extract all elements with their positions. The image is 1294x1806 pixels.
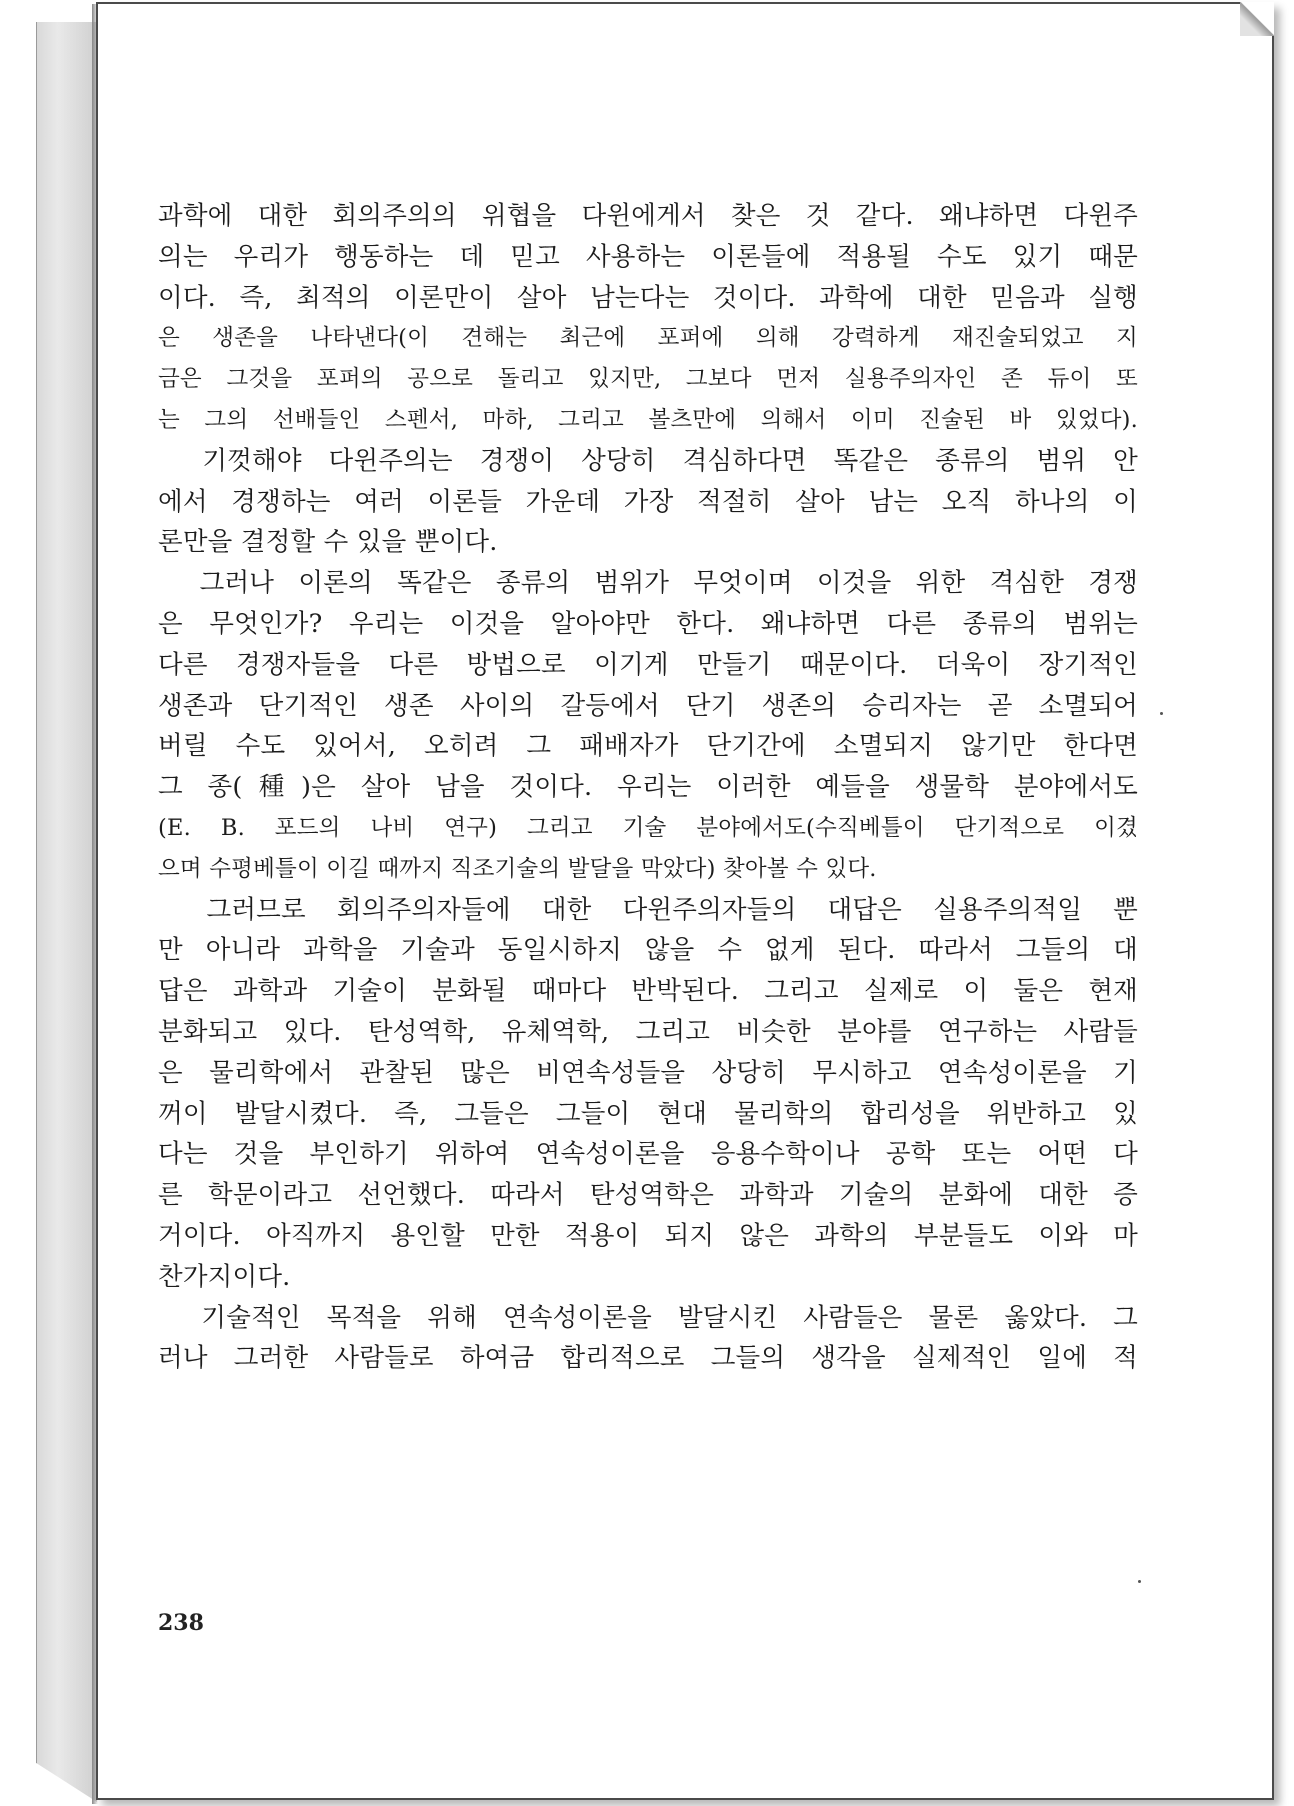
text-line: 버릴 수도 있어서, 오히려 그 패배자가 단기간에 소멸되지 않기만 한다면 — [158, 731, 1138, 762]
scan-speck — [1160, 712, 1163, 715]
text-line: 거이다. 아직까지 용인할 만한 적용이 되지 않은 과학의 부분들도 이와 마 — [158, 1220, 1138, 1251]
page-number: 238 — [158, 1610, 204, 1636]
paragraph — [158, 196, 1138, 441]
paragraph — [158, 1298, 1138, 1380]
text-line: 금은 그것을 포퍼의 공으로 돌리고 있지만, 그보다 먼저 실용주의자인 존 듀이 또 — [158, 366, 1138, 393]
paragraph — [158, 890, 1138, 1298]
paragraph — [158, 441, 1138, 563]
text-line: 의는 우리가 행동하는 데 믿고 사용하는 이론들에 적용될 수도 있기 때문 — [158, 241, 1138, 272]
text-line: 과학에 대한 회의주의의 위협을 다윈에게서 찾은 것 같다. 왜냐하면 다윈주 — [158, 201, 1138, 231]
body-text — [158, 196, 1138, 1379]
text-line: 그러나 이론의 똑같은 종류의 범위가 무엇이며 이것을 위한 격심한 경쟁 — [158, 568, 1138, 599]
text-line: 그러므로 회의주의자들에 대한 다윈주의자들의 대답은 실용주의적일 뿐 — [158, 894, 1138, 925]
text-line: 러나 그러한 사람들로 하여금 합리적으로 그들의 생각을 실제적인 일에 적 — [158, 1343, 1138, 1374]
text-line: 찬가지이다. — [158, 1261, 291, 1292]
text-line: 기술적인 목적을 위해 연속성이론을 발달시킨 사람들은 물론 옳았다. 그 — [158, 1302, 1138, 1333]
text-line: 기껏해야 다윈주의는 경쟁이 상당히 격심하다면 똑같은 종류의 범위 안 — [158, 445, 1138, 476]
text-line: 는 그의 선배들인 스펜서, 마하, 그리고 볼츠만에 의해서 이미 진술된 바 있었다). — [158, 406, 1138, 433]
book-edge — [36, 22, 97, 1802]
text-line: 이다. 즉, 최적의 이론만이 살아 남는다는 것이다. 과학에 대한 믿음과 실행 — [158, 282, 1138, 313]
text-line: 다는 것을 부인하기 위하여 연속성이론을 응용수학이나 공학 또는 어떤 다 — [158, 1139, 1138, 1170]
text-line: 다른 경쟁자들을 다른 방법으로 이기게 만들기 때문이다. 더욱이 장기적인 — [158, 649, 1138, 680]
text-line: 론만을 결정할 수 있을 뿐이다. — [158, 527, 498, 558]
text-line: 그 종(種)은 살아 남을 것이다. 우리는 이러한 예들을 생물학 분야에서도 — [158, 772, 1138, 803]
text-line: 만 아니라 과학을 기술과 동일시하지 않을 수 없게 된다. 따라서 그들의 대 — [158, 935, 1138, 966]
text-line: 으며 수평베틀이 이길 때까지 직조기술의 발달을 막았다) 찾아볼 수 있다. — [158, 855, 877, 882]
text-line: 분화되고 있다. 탄성역학, 유체역학, 그리고 비슷한 분야를 연구하는 사람들 — [158, 1016, 1138, 1047]
text-line: 생존과 단기적인 생존 사이의 갈등에서 단기 생존의 승리자는 곧 소멸되어 — [158, 690, 1138, 721]
paragraph — [158, 563, 1138, 889]
text-line: 은 물리학에서 관찰된 많은 비연속성들을 상당히 무시하고 연속성이론을 기 — [158, 1057, 1138, 1088]
text-line: 에서 경쟁하는 여러 이론들 가운데 가장 적절히 살아 남는 오직 하나의 이 — [158, 486, 1138, 517]
text-line: 답은 과학과 기술이 분화될 때마다 반박된다. 그리고 실제로 이 둘은 현재 — [158, 976, 1138, 1007]
text-line: (E. B. 포드의 나비 연구) 그리고 기술 분야에서도(수직베틀이 단기적으로 이겼 — [158, 814, 1138, 841]
text-line: 은 무엇인가? 우리는 이것을 알아야만 한다. 왜냐하면 다른 종류의 범위는 — [158, 608, 1138, 639]
scan-speck — [1138, 1580, 1141, 1583]
page-corner-fold — [1240, 2, 1274, 36]
text-line: 꺼이 발달시켰다. 즉, 그들은 그들이 현대 물리학의 합리성을 위반하고 있 — [158, 1098, 1138, 1129]
text-line: 은 생존을 나타낸다(이 견해는 최근에 포퍼에 의해 강력하게 재진술되었고 지 — [158, 325, 1138, 352]
text-line: 른 학문이라고 선언했다. 따라서 탄성역학은 과학과 기술의 분화에 대한 증 — [158, 1180, 1138, 1211]
